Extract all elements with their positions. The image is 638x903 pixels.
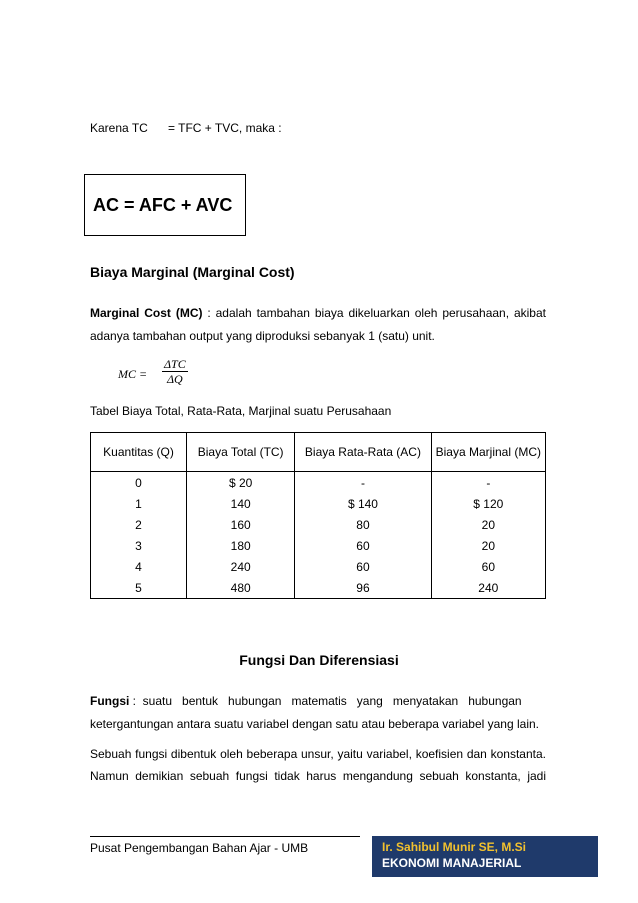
- cost-table: [90, 432, 546, 599]
- mc-formula-fraction: [162, 357, 188, 386]
- table-cell: 80: [295, 514, 431, 535]
- table-caption: Tabel Biaya Total, Rata-Rata, Marjinal suatu Perusahaan: [90, 404, 392, 418]
- marginal-cost-term: Marginal Cost (MC): [90, 306, 203, 320]
- mc-formula-numerator: ΔTC: [164, 357, 186, 371]
- table-cell: $ 120: [431, 493, 545, 514]
- table-cell: $ 140: [295, 493, 431, 514]
- table-header-cell: Kuantitas (Q): [91, 433, 187, 472]
- table-cell: 1: [91, 493, 187, 514]
- table-header-cell: Biaya Marjinal (MC): [431, 433, 545, 472]
- table-row: [91, 493, 546, 514]
- table-cell: 5: [91, 577, 187, 599]
- table-cell: 160: [187, 514, 295, 535]
- table-row: [91, 556, 546, 577]
- table-header-cell: Biaya Rata-Rata (AC): [295, 433, 431, 472]
- functions-term: Fungsi: [90, 694, 130, 708]
- table-cell: 20: [431, 535, 545, 556]
- marginal-cost-line1: [90, 302, 546, 325]
- functions-p2-line1: Sebuah fungsi dibentuk oleh beberapa unsur, yaitu variabel, koefisien dan konstanta.: [90, 747, 546, 761]
- table-header-row: [91, 433, 546, 472]
- functions-p2-line2: Namun demikian sebuah fungsi tidak harus mengandung sebuah konstanta, jadi: [90, 769, 546, 783]
- marginal-cost-heading: Biaya Marginal (Marginal Cost): [90, 264, 295, 280]
- intro-prefix: Karena TC: [90, 121, 148, 135]
- table-cell: 240: [431, 577, 545, 599]
- table-row: [91, 535, 546, 556]
- table-row: [91, 577, 546, 599]
- footer-publisher: Pusat Pengembangan Bahan Ajar - UMB: [90, 841, 309, 855]
- table-cell: 0: [91, 472, 187, 494]
- footer-divider: [90, 836, 360, 837]
- intro-suffix: = TFC + TVC, maka :: [168, 121, 282, 135]
- table-cell: 240: [187, 556, 295, 577]
- marginal-cost-line2: adanya tambahan output yang diproduksi sebanyak 1 (satu) unit.: [90, 329, 435, 343]
- mc-formula-denominator: ΔQ: [167, 372, 183, 386]
- table-row: [91, 514, 546, 535]
- table-cell: 4: [91, 556, 187, 577]
- table-cell: $ 20: [187, 472, 295, 494]
- marginal-cost-definition: : adalah tambahan biaya dikeluarkan oleh perusahaan, akibat: [202, 306, 546, 320]
- table-cell: 140: [187, 493, 295, 514]
- footer-author: Ir. Sahibul Munir SE, M.Si: [382, 840, 527, 854]
- table-cell: 60: [295, 535, 431, 556]
- functions-definition: : suatu bentuk hubungan matematis yang menyatakan hubungan: [129, 694, 522, 708]
- table-cell: 60: [295, 556, 431, 577]
- table-cell: 96: [295, 577, 431, 599]
- table-cell: 3: [91, 535, 187, 556]
- table-cell: 2: [91, 514, 187, 535]
- mc-formula-lhs: MC =: [118, 367, 148, 381]
- functions-heading: Fungsi Dan Diferensiasi: [239, 652, 399, 668]
- footer-author-box: [372, 836, 598, 877]
- boxed-formula-text: AC = AFC + AVC: [93, 195, 233, 215]
- functions-p1-line2: ketergantungan antara suatu variabel dengan satu atau beberapa variabel yang lain.: [90, 717, 539, 731]
- table-cell: 60: [431, 556, 545, 577]
- boxed-formula: [84, 174, 246, 236]
- table-row: [91, 472, 546, 494]
- table-cell: 180: [187, 535, 295, 556]
- table-cell: -: [431, 472, 545, 494]
- table-cell: 480: [187, 577, 295, 599]
- table-cell: -: [295, 472, 431, 494]
- table-header-cell: Biaya Total (TC): [187, 433, 295, 472]
- footer-course: EKONOMI MANAJERIAL: [382, 856, 522, 870]
- functions-p1-line1: [90, 690, 546, 713]
- table-cell: 20: [431, 514, 545, 535]
